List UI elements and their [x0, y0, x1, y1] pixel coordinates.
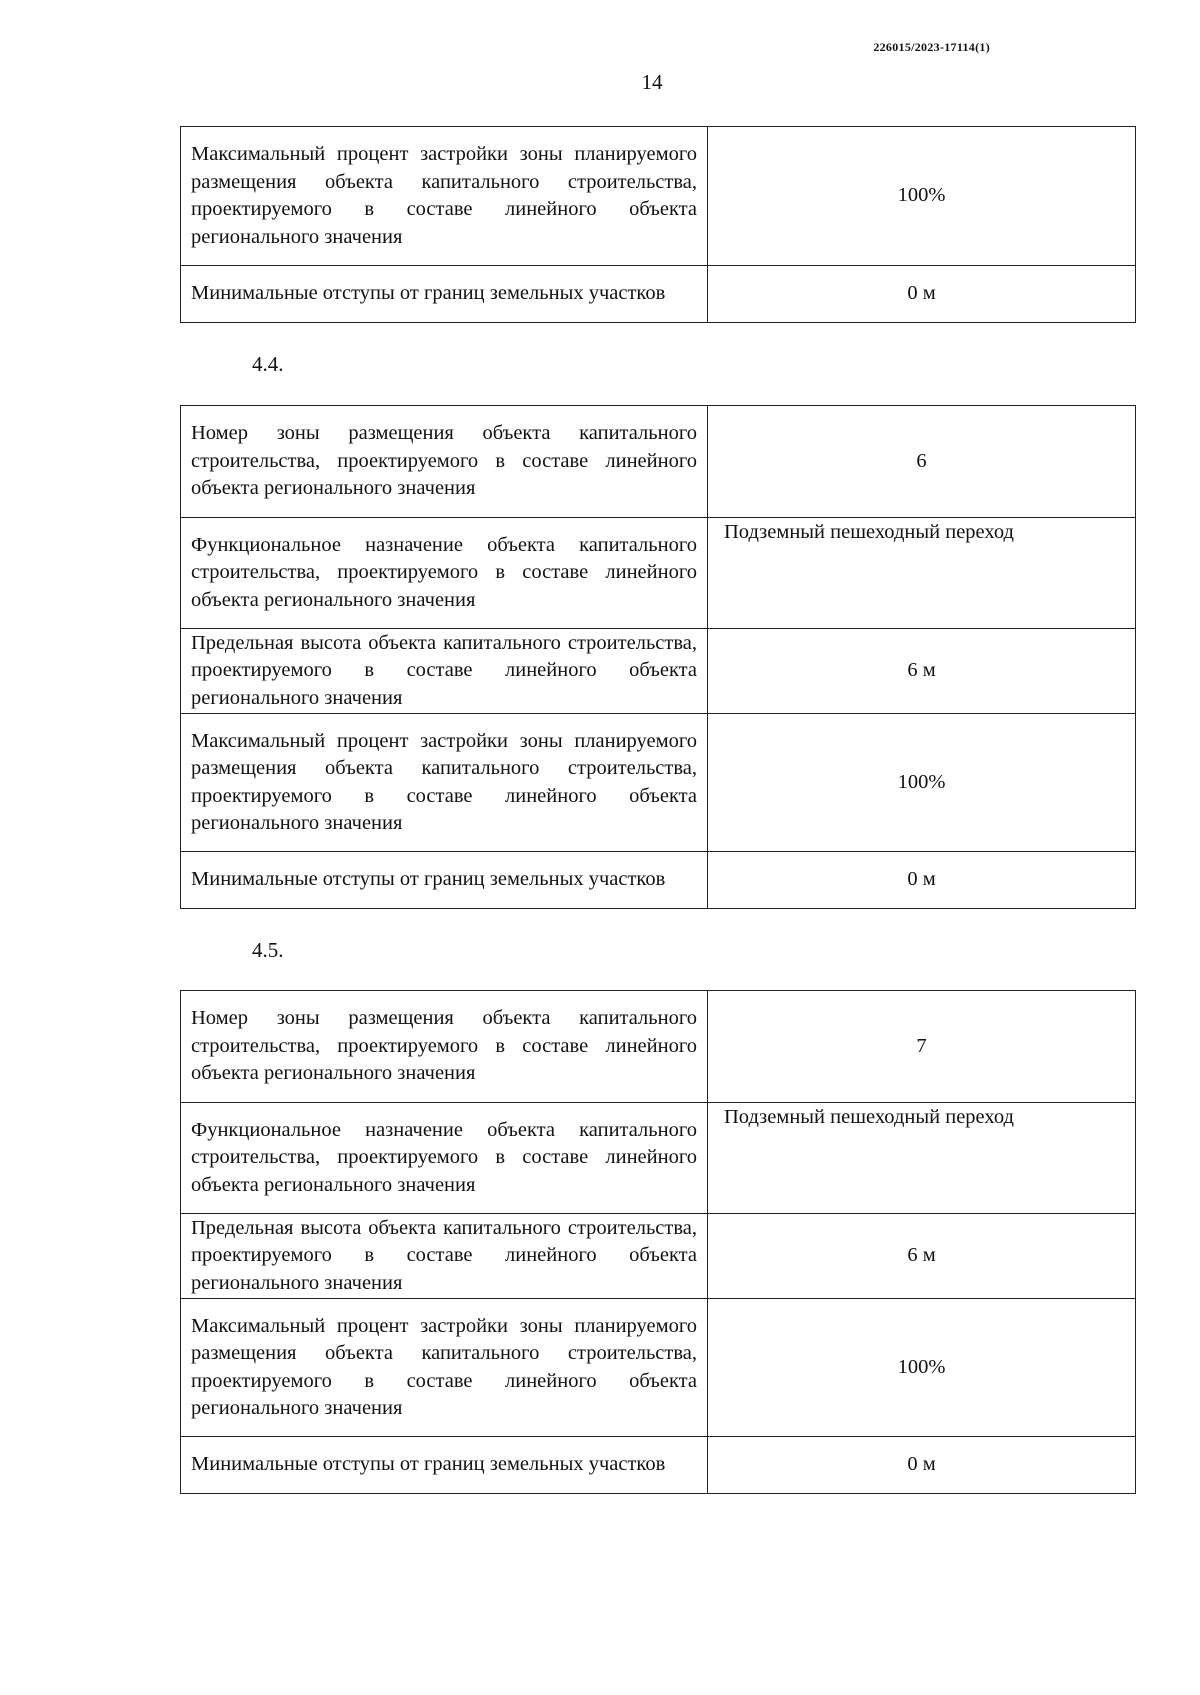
document-id: 226015/2023-17114(1) — [873, 40, 990, 54]
row-value: Подземный пешеходный переход — [708, 518, 1136, 629]
row-label: Функциональное назначение объекта капитального строительства, проектируемого в составе линейного объекта регионального значения — [181, 1103, 708, 1214]
table-row — [181, 518, 1136, 629]
table-row — [181, 1299, 1136, 1437]
params-table-4-4 — [180, 405, 1136, 909]
row-label: Номер зоны размещения объекта капитального строительства, проектируемого в составе линейного объекта регионального значения — [181, 991, 708, 1103]
row-label: Максимальный процент застройки зоны планируемого размещения объекта капитального строительства, проектируемого в составе линейного объекта регионального значения — [181, 714, 708, 852]
row-label: Предельная высота объекта капитального строительства, проектируемого в составе линейного объекта регионального значения — [181, 1214, 708, 1299]
table-row — [181, 1103, 1136, 1214]
row-value: 6 м — [708, 1214, 1136, 1299]
row-value: 0 м — [708, 852, 1136, 909]
row-value: 100% — [708, 714, 1136, 852]
table-row — [181, 1214, 1136, 1299]
table-row — [181, 1437, 1136, 1494]
table-row — [181, 127, 1136, 266]
row-value: 0 м — [708, 266, 1136, 323]
table-row — [181, 991, 1136, 1103]
row-label: Максимальный процент застройки зоны планируемого размещения объекта капитального строительства, проектируемого в составе линейного объекта регионального значения — [181, 1299, 708, 1437]
row-label: Минимальные отступы от границ земельных участков — [181, 852, 708, 909]
table-row — [181, 714, 1136, 852]
row-value: 6 — [708, 406, 1136, 518]
table-row — [181, 852, 1136, 909]
row-label: Номер зоны размещения объекта капитального строительства, проектируемого в составе линейного объекта регионального значения — [181, 406, 708, 518]
row-value: 100% — [708, 127, 1136, 266]
row-value: 0 м — [708, 1437, 1136, 1494]
row-label: Минимальные отступы от границ земельных участков — [181, 1437, 708, 1494]
row-value: 6 м — [708, 629, 1136, 714]
section-number-4-5: 4.5. — [252, 938, 284, 962]
params-table-4-5 — [180, 990, 1136, 1494]
row-label: Минимальные отступы от границ земельных участков — [181, 266, 708, 323]
table-row — [181, 629, 1136, 714]
row-value: 7 — [708, 991, 1136, 1103]
row-value: 100% — [708, 1299, 1136, 1437]
section-number-4-4: 4.4. — [252, 352, 284, 376]
params-table-continued — [180, 126, 1136, 323]
table-row — [181, 406, 1136, 518]
row-value: Подземный пешеходный переход — [708, 1103, 1136, 1214]
page-number: 14 — [641, 70, 663, 94]
row-label: Функциональное назначение объекта капитального строительства, проектируемого в составе линейного объекта регионального значения — [181, 518, 708, 629]
row-label: Предельная высота объекта капитального строительства, проектируемого в составе линейного объекта регионального значения — [181, 629, 708, 714]
row-label: Максимальный процент застройки зоны планируемого размещения объекта капитального строительства, проектируемого в составе линейного объекта регионального значения — [181, 127, 708, 266]
table-row — [181, 266, 1136, 323]
